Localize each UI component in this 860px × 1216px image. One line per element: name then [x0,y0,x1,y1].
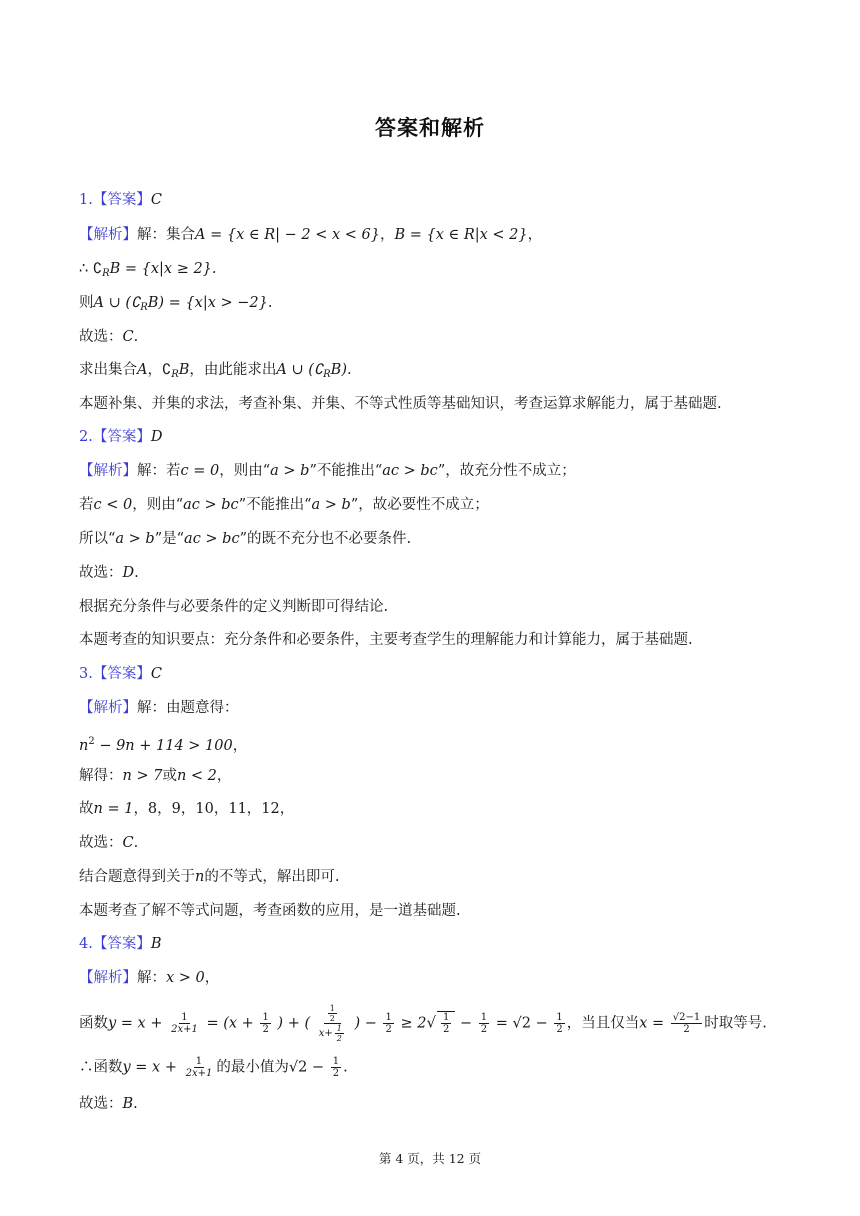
q2-answer-tag: 【答案】 [92,429,151,445]
text: 故选： [79,329,123,345]
q2-answer-line [79,427,162,447]
fraction: $\frac{√2-1}{2}$ [672,1012,701,1035]
q3-answer: C [150,666,162,682]
math: n > 7 [122,768,163,784]
math: a > b [270,463,310,479]
text: 故选： [79,835,123,851]
math: B = {x ∈ R|x < 2} [394,227,528,243]
fraction: $\frac{1}{2}$ [443,1012,450,1035]
math-sub: R [102,268,110,279]
fraction: $\frac{1}{2}$ [332,1056,340,1079]
fraction: $\frac{1}{2x+1}$ [171,1012,198,1035]
q2-answer: D [150,429,163,445]
math: C [122,329,134,345]
q3-values-line [79,799,294,819]
fraction: $\frac{1}{2x+1}$ [185,1056,213,1079]
math: = (x + [206,1015,254,1032]
text: ，由此能求出 [189,362,277,378]
math: ac > bc [382,463,438,479]
page-footer: 第 4 页，共 12 页 [378,1151,482,1166]
text: ，则由“ [132,497,184,513]
math: y = x + [108,1015,163,1032]
q1-answer-tag: 【答案】 [92,192,151,208]
text: . [133,329,139,345]
text: 函数 [79,1015,108,1032]
text: 解得： [79,768,123,784]
text: 的最小值为 [216,1059,289,1076]
q1-summary-line: 本题补集、并集的求法，考查补集、并集、不等式性质等基础知识，考查运算求解能力，属于基础题. [79,396,722,412]
math-sub: R [171,369,179,380]
q3-method-line [79,867,339,887]
fraction: $\frac{1}{2}$ [262,1012,269,1035]
text: 解：由题意得： [137,700,239,716]
text: ，8，9，10，11，12， [133,801,295,817]
text: 所以“ [79,531,116,547]
math: ) + ( [277,1015,311,1032]
text: 求出集合 [79,362,137,378]
q2-choice-line [79,563,139,583]
q3-choice-line [79,833,138,853]
text: ”不能推出“ [309,463,383,479]
text: ”，故充分性不成立； [437,463,576,479]
math: a > b [115,531,155,547]
q3-answer-tag: 【答案】 [92,666,151,682]
q4-analysis-tag: 【解析】 [79,970,137,986]
text: ， [216,768,232,784]
text: ”是“ [154,531,185,547]
q1-answer-line [79,190,162,210]
math: = √2 − [495,1015,548,1032]
math: n [195,869,205,885]
text: − [460,1015,473,1032]
math: n = 1 [93,801,134,817]
math: a > b [311,497,351,513]
math: B [122,1096,134,1112]
text: ， [232,738,248,754]
text: ”不能推出“ [238,497,312,513]
q3-summary-line: 本题考查了解不等式问题，考查函数的应用，是一道基础题. [79,903,461,919]
page-title: 答案和解析 [375,116,485,140]
text: . [133,835,139,851]
radical-sign: √ [426,1013,437,1032]
math: x > 0 [166,970,205,986]
math: n < 2 [176,768,217,784]
q3-analysis-tag: 【解析】 [79,700,137,716]
q3-inequality-line [79,732,247,756]
math: B = {x|x ≥ 2}. [109,261,217,277]
math: B). [330,362,352,378]
q1-analysis-tag: 【解析】 [79,227,137,243]
q4-answer-line [79,934,162,954]
q2-method-line: 根据充分条件与必要条件的定义判断即可得结论. [79,599,389,615]
q4-conclusion-line [79,1056,348,1079]
text: ， [147,362,162,378]
text: . [134,565,139,581]
q1-analysis-line-2 [79,259,217,284]
text: ，当且仅当 [566,1015,640,1032]
text: ， [379,227,395,243]
q2-summary-line: 本题考查的知识要点：充分条件和必要条件，主要考查学生的理解能力和计算能力，属于基础题. [79,632,693,648]
math: B) = {x|x > −2}. [147,295,273,311]
q4-answer-tag: 【答案】 [92,936,151,952]
math-sup: 2 [88,736,95,747]
text: 故选： [79,565,123,581]
q4-choice-line [79,1094,138,1114]
text: ， [527,227,543,243]
math: A [137,362,148,378]
text: 结合题意得到关于 [79,869,195,885]
math: c = 0 [180,463,220,479]
fraction: $\frac{1}{2}$ [329,1004,335,1023]
math: ∁ [161,362,172,378]
q2-analysis-line-2 [79,495,489,515]
text: 时取等号. [704,1015,767,1032]
radical-body [437,1011,455,1035]
math: n [79,738,89,754]
q1-method-line [79,360,352,385]
nested-fraction: $\frac{1}{2}$ x+ $\frac{1}{2}$ [318,1004,342,1043]
text: 或 [162,768,177,784]
text: ，则由“ [219,463,271,479]
math: A ∪ (∁ [93,295,141,311]
math: x = [639,1015,665,1032]
math: A = {x ∈ R| − 2 < x < 6} [195,227,380,243]
text: 若 [79,497,94,513]
q3-analysis-line-1 [79,698,239,718]
text: 故 [79,801,94,817]
text: ， [204,970,220,986]
q4-answer: B [150,936,162,952]
q2-number: 2. [79,429,93,445]
text: 解：集合 [137,227,195,243]
q2-analysis-line-3 [79,529,411,549]
math-sub: R [140,302,148,313]
q4-number: 4. [79,936,93,952]
text: . [343,1059,348,1076]
math: y = x + [122,1059,177,1076]
math: D [122,565,135,581]
q1-answer: C [150,192,162,208]
q3-number: 3. [79,666,93,682]
text: ”的既不充分也不必要条件. [239,531,412,547]
q1-analysis-line-1 [79,225,542,245]
q1-choice-line [79,327,138,347]
q3-solution-line [79,766,231,786]
fraction: $\frac{1}{2}$ [336,1024,342,1043]
math: ) − [354,1015,377,1032]
math: ∴ ∁ [79,261,103,277]
q1-analysis-line-3 [79,293,273,318]
q1-number: 1. [79,192,93,208]
math: √2 − [288,1059,325,1076]
math: − 9n + 114 > 100 [94,738,233,754]
q2-analysis-tag: 【解析】 [79,463,137,479]
text: 的不等式，解出即可. [204,869,340,885]
math-sub: R [323,369,331,380]
text: 解：若 [137,463,181,479]
q2-analysis-line-1 [79,461,576,481]
math: B [178,362,190,378]
math: A ∪ (∁ [276,362,324,378]
q3-answer-line [79,664,162,684]
fraction: $\frac{1}{2}$ [556,1012,563,1035]
text: 解： [137,970,166,986]
text: ∴函数 [79,1059,123,1076]
text: 故选： [79,1096,123,1112]
q4-analysis-line-1 [79,968,219,988]
math: c < 0 [93,497,133,513]
fraction: $\frac{1}{2}$ [385,1012,392,1035]
math: ac > bc [184,531,240,547]
math: C [122,835,134,851]
math: ≥ 2 [400,1015,427,1032]
q4-derivation-line [79,1004,767,1043]
text: . [133,1096,138,1112]
fraction: $\frac{1}{2}$ [480,1012,488,1035]
text: 则 [79,295,94,311]
math: ac > bc [183,497,239,513]
text: ”，故必要性不成立； [350,497,489,513]
